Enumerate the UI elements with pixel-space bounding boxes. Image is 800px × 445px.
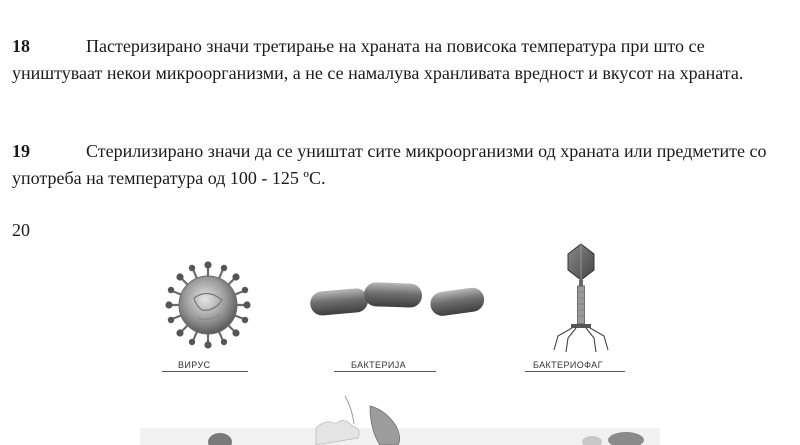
paragraph-18 [12,33,790,87]
item-number: 19 [12,141,30,161]
item-number: 18 [12,36,30,56]
paragraph-19 [12,138,790,192]
bacteriophage-label-underline [525,371,625,372]
item-number: 20 [12,220,30,240]
bacteriophage-illustration [546,242,616,354]
bacteria-illustration [306,278,492,328]
virus-label-underline [162,371,248,372]
bottom-row-illustrations [140,388,660,445]
cut-off-previous-line [12,0,772,13]
bacteriophage-label: БАКТЕРИОФАГ [533,360,603,370]
item-text: Пастеризирано значи третирање на храната на повисока температура при што се уништуваат некои микроорганизми, а не се намалува хранливата вредност и вкусот на храната. [12,36,744,83]
microorganisms-figure [0,240,800,445]
item-text: Стерилизирано значи да се уништат сите микроорганизми од храната или предметите со употреба на температура од 100 - 125 ºC. [12,141,767,188]
virus-illustration [158,260,258,350]
bacteria-label-underline [334,371,436,372]
virus-label: ВИРУС [178,360,211,370]
bacteria-label: БАКТЕРИЈА [351,360,407,370]
